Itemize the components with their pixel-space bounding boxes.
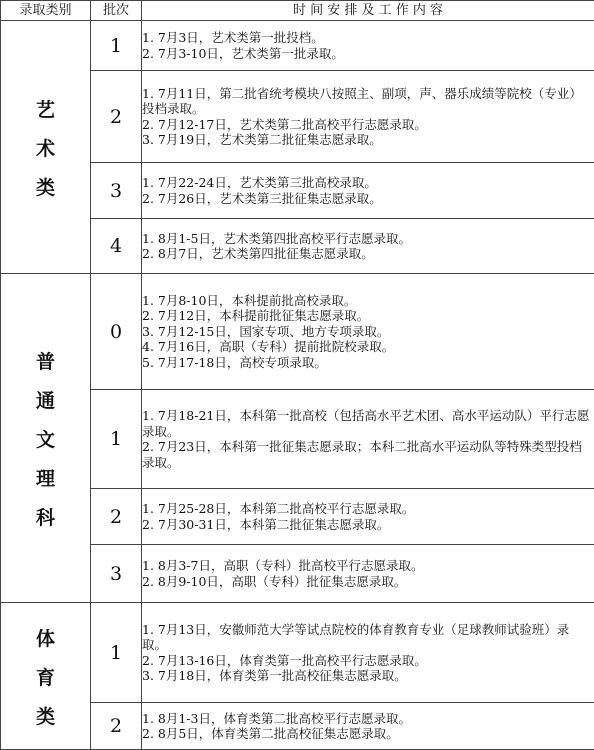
header-content: 时 间 安 排 及 工 作 内 容 <box>142 1 594 21</box>
schedule-body <box>1 21 594 750</box>
batch-number: 0 <box>91 274 142 390</box>
schedule-item: 2. 7月3-10日，艺术类第一批录取。 <box>142 46 594 62</box>
category-char: 体 <box>1 624 90 651</box>
schedule-content <box>142 545 594 603</box>
category-char: 类 <box>1 173 90 200</box>
schedule-item: 2. 8月5日，体育类第二批高校征集志愿录取。 <box>142 726 594 742</box>
category-char: 艺 <box>1 95 90 122</box>
batch-number: 3 <box>91 545 142 603</box>
schedule-item: 3. 7月19日，艺术类第二批征集志愿录取。 <box>142 132 594 148</box>
header-batch: 批次 <box>91 1 142 21</box>
schedule-item: 2. 8月7日，艺术类第四批征集志愿录取。 <box>142 246 594 262</box>
table-row <box>1 219 594 274</box>
schedule-item: 1. 8月3-7日，高职（专科）批高校平行志愿录取。 <box>142 558 594 574</box>
category-char: 育 <box>1 663 90 690</box>
schedule-item: 2. 7月23日，本科第一批征集志愿录取；本科二批高水平运动队等特殊类型投档录取。 <box>142 439 594 470</box>
table-row <box>1 163 594 219</box>
schedule-item: 1. 7月18-21日，本科第一批高校（包括高水平艺术团、高水平运动队）平行志愿录取。 <box>142 408 594 439</box>
batch-number: 4 <box>91 219 142 274</box>
category-cell <box>1 274 91 603</box>
schedule-item: 1. 7月3日，艺术类第一批投档。 <box>142 30 594 46</box>
schedule-item: 3. 7月18日，体育类第一批高校征集志愿录取。 <box>142 668 594 684</box>
category-char: 文 <box>1 425 90 452</box>
schedule-item: 2. 7月12-17日，艺术类第二批高校平行志愿录取。 <box>142 117 594 133</box>
table-row <box>1 71 594 163</box>
schedule-content <box>142 603 594 703</box>
category-char: 普 <box>1 347 90 374</box>
category-char: 类 <box>1 702 90 729</box>
category-cell <box>1 603 91 750</box>
batch-number: 1 <box>91 603 142 703</box>
schedule-item: 1. 7月11日，第二批省统考模块八按照主、副项，声、器乐成绩等院校（专业）投档录取。 <box>142 86 594 117</box>
batch-number: 1 <box>91 21 142 71</box>
category-char: 科 <box>1 503 90 530</box>
schedule-item: 4. 7月16日，高职（专科）提前批院校录取。 <box>142 339 594 355</box>
schedule-item: 2. 7月30-31日，本科第二批征集志愿录取。 <box>142 517 594 533</box>
batch-number: 1 <box>91 390 142 489</box>
category-char: 术 <box>1 134 90 161</box>
batch-number: 2 <box>91 71 142 163</box>
schedule-content <box>142 489 594 545</box>
category-char: 理 <box>1 464 90 491</box>
schedule-item: 1. 7月13日，安徽师范大学等试点院校的体育教育专业（足球教师试验班）录取。 <box>142 622 594 653</box>
table-row <box>1 274 594 390</box>
schedule-item: 2. 7月26日，艺术类第三批征集志愿录取。 <box>142 191 594 207</box>
table-row <box>1 21 594 71</box>
schedule-item: 2. 8月9-10日，高职（专科）批征集志愿录取。 <box>142 574 594 590</box>
table-row <box>1 390 594 489</box>
schedule-content <box>142 71 594 163</box>
table-row <box>1 703 594 750</box>
schedule-content <box>142 21 594 71</box>
schedule-item: 1. 7月8-10日，本科提前批高校录取。 <box>142 293 594 309</box>
table-row <box>1 489 594 545</box>
schedule-item: 2. 7月12日，本科提前批征集志愿录取。 <box>142 308 594 324</box>
batch-number: 2 <box>91 489 142 545</box>
batch-number: 3 <box>91 163 142 219</box>
schedule-content <box>142 163 594 219</box>
schedule-item: 1. 8月1-5日，艺术类第四批高校平行志愿录取。 <box>142 231 594 247</box>
category-cell <box>1 21 91 274</box>
schedule-item: 1. 7月25-28日，本科第二批高校平行志愿录取。 <box>142 501 594 517</box>
header-row <box>1 1 594 21</box>
schedule-content <box>142 219 594 274</box>
schedule-content <box>142 274 594 390</box>
table-row <box>1 545 594 603</box>
header-category: 录取类别 <box>1 1 91 21</box>
category-char: 通 <box>1 386 90 413</box>
schedule-item: 3. 7月12-15日，国家专项、地方专项录取。 <box>142 324 594 340</box>
batch-number: 2 <box>91 703 142 750</box>
schedule-item: 1. 8月1-3日，体育类第二批高校平行志愿录取。 <box>142 711 594 727</box>
table-row <box>1 603 594 703</box>
schedule-content <box>142 703 594 750</box>
schedule-item: 5. 7月17-18日，高校专项录取。 <box>142 355 594 371</box>
schedule-item: 1. 7月22-24日，艺术类第三批高校录取。 <box>142 175 594 191</box>
schedule-item: 2. 7月13-16日，体育类第一批高校平行志愿录取。 <box>142 653 594 669</box>
schedule-content <box>142 390 594 489</box>
